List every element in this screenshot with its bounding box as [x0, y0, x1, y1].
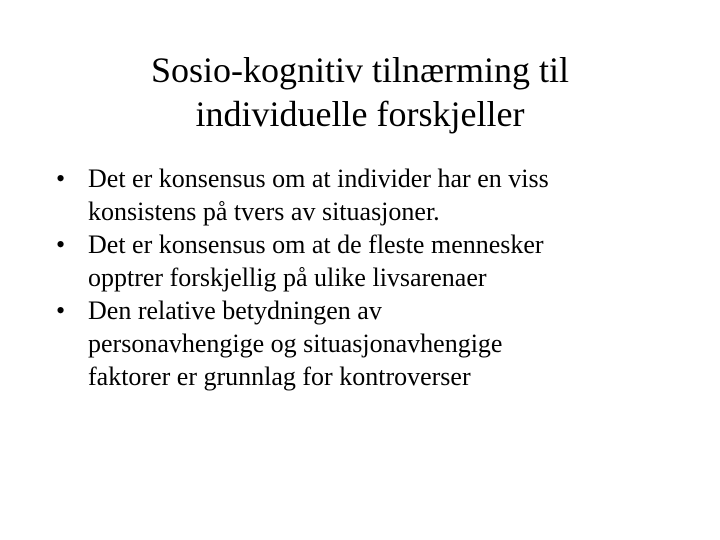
- bullet-text-line: opptrer forskjellig på ulike livsarenaer: [88, 263, 487, 292]
- bullet-text-line: faktorer er grunnlag for kontroverser: [88, 362, 471, 391]
- bullet-text-line: Det er konsensus om at de fleste mennesker: [88, 230, 544, 259]
- bullet-text-line: Den relative betydningen av: [88, 296, 382, 325]
- bullet-text: [88, 228, 686, 294]
- bullet-item: [56, 228, 686, 294]
- bullet-dot-icon: •: [56, 230, 66, 259]
- slide-title: [60, 48, 660, 136]
- bullet-text-line: Det er konsensus om at individer har en viss: [88, 164, 549, 193]
- bullet-dot-icon: •: [56, 164, 66, 193]
- bullet-item: [56, 162, 686, 228]
- bullet-dot-icon: •: [56, 296, 66, 325]
- bullet-list: [56, 162, 686, 393]
- bullet-text-line: konsistens på tvers av situasjoner.: [88, 197, 440, 226]
- bullet-text: [88, 294, 686, 393]
- slide-title-line: Sosio-kognitiv tilnærming til: [150, 50, 570, 90]
- slide-title-line: individuelle forskjeller: [195, 94, 525, 134]
- bullet-text-line: personavhengige og situasjonavhengige: [88, 329, 503, 358]
- bullet-item: [56, 294, 686, 393]
- bullet-text: [88, 162, 686, 228]
